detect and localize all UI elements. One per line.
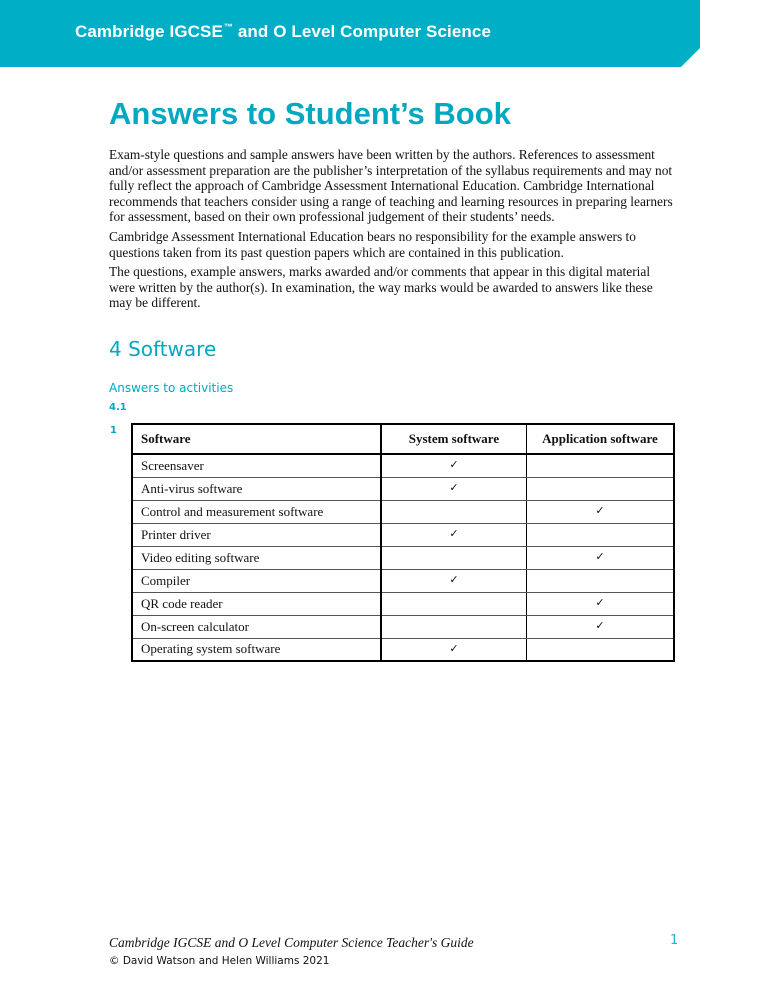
table-row (132, 592, 674, 615)
header-title-text: Cambridge IGCSE (75, 22, 223, 41)
table-header-row (132, 424, 674, 454)
application-software-check-icon (526, 477, 674, 500)
application-software-check-icon: ✓ (526, 592, 674, 615)
question-number: 1 (110, 425, 117, 436)
software-name: Compiler (132, 569, 381, 592)
system-software-check-icon (381, 500, 526, 523)
header-title-suffix: and O Level Computer Science (237, 22, 492, 41)
software-name: Anti-virus software (132, 477, 381, 500)
column-header-system-software: System software (381, 424, 526, 454)
table-row (132, 523, 674, 546)
application-software-check-icon (526, 454, 674, 477)
system-software-check-icon: ✓ (381, 477, 526, 500)
software-name: QR code reader (132, 592, 381, 615)
application-software-check-icon: ✓ (526, 615, 674, 638)
software-classification-table (131, 423, 675, 662)
application-software-check-icon (526, 569, 674, 592)
page-title: Answers to Student’s Book (109, 96, 511, 131)
software-name: Operating system software (132, 638, 381, 661)
system-software-check-icon: ✓ (381, 523, 526, 546)
software-name: Printer driver (132, 523, 381, 546)
page-number: 1 (670, 933, 679, 948)
intro-paragraph-3: The questions, example answers, marks awarded and/or comments that appear in this digital material were written by the author(s). In examination, the way marks would be awarded to answers like these may be different. (109, 264, 653, 311)
software-name: Screensaver (132, 454, 381, 477)
application-software-check-icon: ✓ (526, 546, 674, 569)
application-software-check-icon: ✓ (526, 500, 674, 523)
application-software-check-icon (526, 638, 674, 661)
system-software-check-icon: ✓ (381, 638, 526, 661)
software-name: Control and measurement software (132, 500, 381, 523)
application-software-check-icon (526, 523, 674, 546)
system-software-check-icon (381, 546, 526, 569)
software-name: Video editing software (132, 546, 381, 569)
table-row (132, 638, 674, 661)
column-header-application-software: Application software (526, 424, 674, 454)
table-row (132, 477, 674, 500)
header-title (75, 22, 491, 42)
table-row (132, 615, 674, 638)
footer-book-title: Cambridge IGCSE and O Level Computer Science Teacher's Guide (109, 935, 474, 950)
activity-number: 4.1 (109, 402, 127, 413)
system-software-check-icon: ✓ (381, 569, 526, 592)
intro-paragraph-2: Cambridge Assessment International Education bears no responsibility for the example answers to questions taken from its past question papers which are contained in this publication. (109, 228, 636, 260)
system-software-check-icon (381, 615, 526, 638)
intro-disclaimer (109, 147, 679, 315)
table-row (132, 500, 674, 523)
system-software-check-icon: ✓ (381, 454, 526, 477)
system-software-check-icon (381, 592, 526, 615)
sub-heading: Answers to activities (109, 381, 234, 395)
software-name: On-screen calculator (132, 615, 381, 638)
table-row (132, 546, 674, 569)
section-heading: 4 Software (109, 337, 217, 361)
trademark-symbol: ™ (223, 22, 234, 32)
intro-paragraph-1: Exam-style questions and sample answers have been written by the authors. References to assessment and/or assessment preparation are the publisher’s interpretation of the syllabus requirements and may not fully reflect the approach of Cambridge Assessment International Education. Cambridge International recommends that teachers consider using a range of teaching and learning resources in preparing learners for assessment, based on their own professional judgement of their students’ needs. (109, 147, 673, 225)
column-header-software: Software (132, 424, 381, 454)
table-row (132, 454, 674, 477)
footer-copyright: © David Watson and Helen Williams 2021 (109, 955, 330, 967)
table-row (132, 569, 674, 592)
